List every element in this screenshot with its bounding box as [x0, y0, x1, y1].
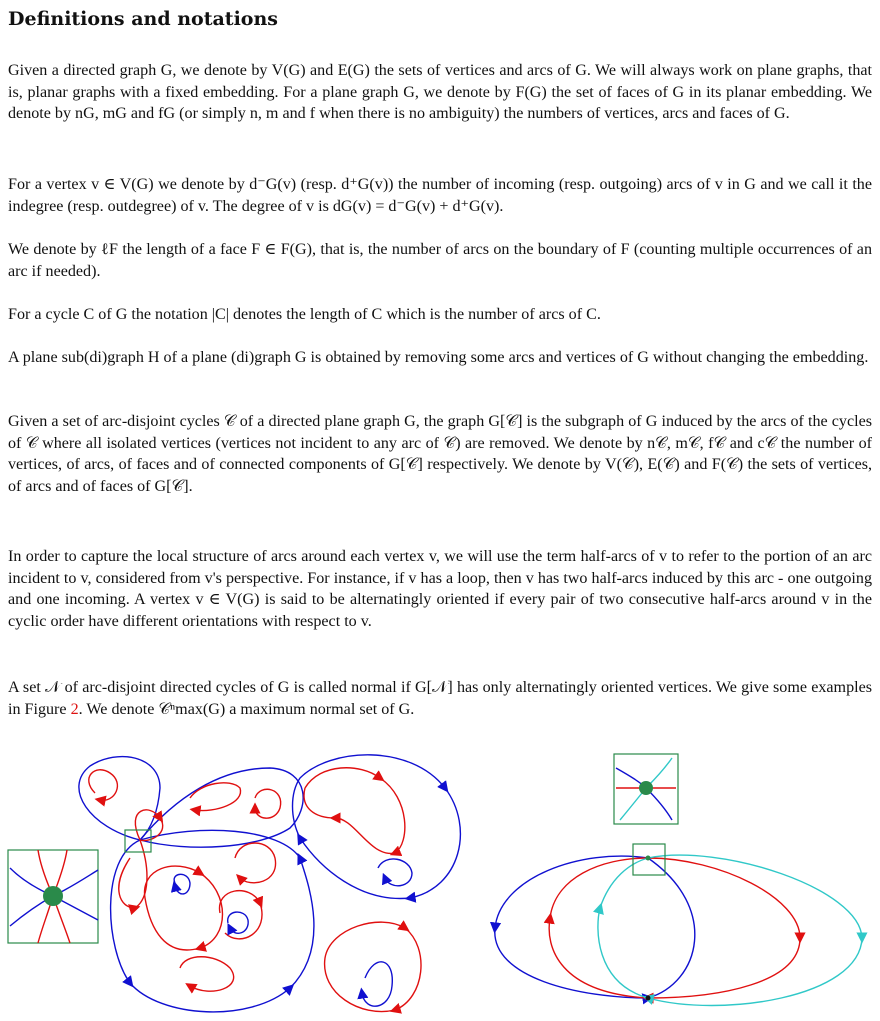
vertex-small-bottom-right	[646, 996, 651, 1001]
red-loop-9	[220, 891, 262, 939]
blue-small-cycle-4	[362, 962, 392, 1006]
cyan-cycle-right	[598, 855, 862, 1005]
section-title: Definitions and notations	[8, 8, 278, 30]
red-loop-1	[89, 770, 118, 801]
red-loop-6	[119, 840, 147, 908]
red-loop-10	[180, 957, 234, 991]
paragraph-graph-notation: Given a directed graph G, we denote by V(G) and E(G) the sets of vertices and arcs of G. We will always work on plane graphs, that is, planar graphs with a fixed embedding. For a plane graph G, we denote by F(G) the set of faces of G in its planar embedding. We denote by nG, mG and fG (or simply n, m and f when there is no ambiguity) the numbers of vertices, arcs and faces of G.	[8, 62, 872, 122]
red-loop-3	[190, 783, 241, 811]
paragraph-subgraph: A plane sub(di)graph H of a plane (di)graph G is obtained by removing some arcs and vertices of G without changing the embedding.	[8, 349, 869, 366]
right-zoom-inset	[614, 754, 678, 824]
blue-small-cycle-2	[228, 912, 248, 933]
blue-cycle-top-left	[79, 757, 160, 840]
vertex-large-right	[639, 781, 653, 795]
red-loop-8	[235, 843, 276, 883]
blue-small-cycle-1	[174, 874, 190, 894]
red-loop-5	[304, 768, 405, 854]
figure-reference-link[interactable]: 2	[70, 700, 79, 718]
blue-small-cycle-3	[378, 859, 412, 886]
red-loop-7	[145, 866, 223, 950]
right-example-graph	[495, 844, 862, 1006]
red-cycle-right	[549, 858, 800, 998]
paragraph-cycle-length: For a cycle C of G the notation |C| denotes the length of C which is the number of arcs of C.	[8, 306, 601, 323]
vertex-large-left	[43, 886, 63, 906]
normal-set-text-b: . We denote 𝒞ⁿmax(G) a maximum normal set of G.	[78, 700, 415, 718]
left-zoom-inset	[8, 850, 98, 943]
normal-set-text-a: A set 𝒩 of arc-disjoint directed cycles of G is called normal if G[𝒩] has only alternatingly oriented vertices. We give some examples in Figure	[8, 679, 872, 718]
paragraph-half-arcs: In order to capture the local structure of arcs around each vertex v, we will use the term half-arcs of v to refer to the portion of an arc incident to v, considered from v's perspective. For instance, if v has a loop, then v has two half-arcs induced by this arc - one outgoing and one incoming. A vertex v ∈ V(G) is said to be alternatingly oriented if every pair of two consecutive half-arcs around v in the cyclic order have different orientations with respect to v.	[8, 548, 872, 630]
page-content	[8, 0, 872, 718]
left-example-graph	[79, 755, 460, 1012]
figure-normal-sets	[0, 748, 880, 1021]
paragraph-arc-disjoint-cycles: Given a set of arc-disjoint cycles 𝒞 of a directed plane graph G, the graph G[𝒞] is the subgraph of G induced by the arcs of the cycles of 𝒞 where all isolated vertices (vertices not incident to any arc of 𝒞) are removed. We denote by n𝒞, m𝒞, f𝒞 and c𝒞 the number of vertices, of arcs, of faces and of connected components of G[𝒞] respectively. We denote by V(𝒞), E(𝒞) and F(𝒞) the sets of vertices, of arcs and of faces of G[𝒞].	[8, 413, 872, 495]
red-cycle-bottom-right	[325, 922, 421, 1011]
blue-cycle-right	[495, 856, 695, 998]
blue-cycle-large-bottom	[111, 830, 314, 1012]
red-loop-4	[255, 789, 281, 818]
paragraph-face-length: We denote by ℓF the length of a face F ∈ F(G), that is, the number of arcs on the boundary of F (counting multiple occurrences of an arc if needed).	[8, 241, 872, 280]
paragraph-degree: For a vertex v ∈ V(G) we denote by d⁻G(v) (resp. d⁺G(v)) the number of incoming (resp. outgoing) arcs of v in G and we call it the indegree (resp. outdegree) of v. The degree of v is dG(v) = d⁻G(v) + d⁺G(v).	[8, 176, 872, 215]
vertex-small-top-right	[646, 856, 651, 861]
paragraph-normal-set	[8, 677, 872, 720]
